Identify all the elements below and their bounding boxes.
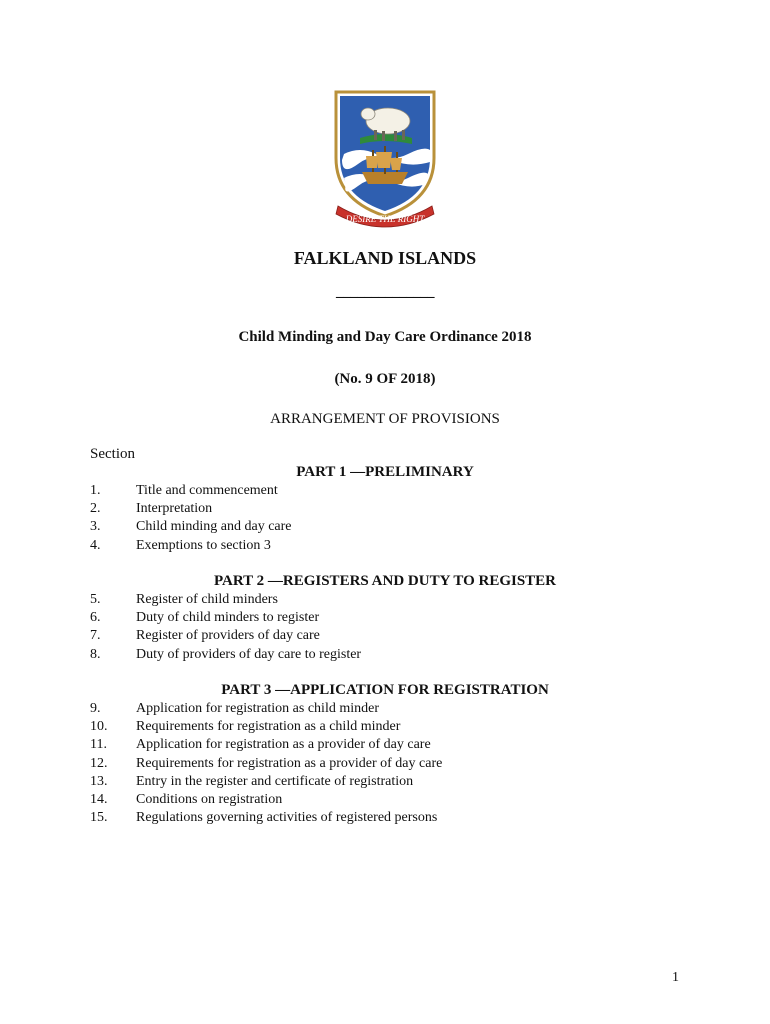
provision-number: 8. xyxy=(90,646,101,662)
section-label: Section xyxy=(90,446,135,462)
provision-item xyxy=(0,628,770,646)
provision-number: 5. xyxy=(90,592,101,607)
provision-text: Application for registration as a provider of day care xyxy=(136,737,431,753)
provision-number: 7. xyxy=(90,628,101,644)
provision-number: 1. xyxy=(90,483,101,498)
arrangement-heading: ARRANGEMENT OF PROVISIONS xyxy=(270,411,500,427)
title-rule: ______________ xyxy=(336,284,434,300)
provision-text: Duty of providers of day care to register xyxy=(136,646,362,662)
provision-number: 11. xyxy=(90,737,107,753)
provision-item xyxy=(0,483,770,501)
provision-number: 12. xyxy=(90,755,108,771)
provision-text: Duty of child minders to register xyxy=(136,610,320,626)
provision-number: 2. xyxy=(90,501,101,517)
provision-item xyxy=(0,719,770,737)
provision-item xyxy=(0,810,770,828)
provision-number: 10. xyxy=(90,719,108,735)
page-number: 1 xyxy=(672,970,679,985)
provision-text: Interpretation xyxy=(136,501,213,517)
provision-item xyxy=(0,701,770,719)
provision-text: Entry in the register and certificate of registration xyxy=(136,773,414,789)
provision-list xyxy=(0,592,770,665)
provision-number: 6. xyxy=(90,610,101,626)
falkland-islands-coat-of-arms-icon xyxy=(330,88,440,234)
provision-number: 4. xyxy=(90,537,101,553)
provision-number: 15. xyxy=(90,810,108,826)
provision-text: Register of child minders xyxy=(136,592,278,607)
part-heading: PART 3 —APPLICATION FOR REGISTRATION xyxy=(221,682,549,698)
provision-number: 3. xyxy=(90,519,101,535)
provision-list xyxy=(0,701,770,828)
provision-number: 14. xyxy=(90,791,108,807)
provision-item xyxy=(0,501,770,519)
provision-text: Register of providers of day care xyxy=(136,628,320,644)
provision-item xyxy=(0,519,770,537)
provision-number: 13. xyxy=(90,773,108,789)
provision-text: Title and commencement xyxy=(136,483,278,498)
provision-item xyxy=(0,756,770,774)
provision-item xyxy=(0,592,770,610)
provision-number: 9. xyxy=(90,701,101,716)
provision-text: Conditions on registration xyxy=(136,791,283,807)
provision-text: Regulations governing activities of registered persons xyxy=(136,810,438,826)
provision-text: Requirements for registration as a child minder xyxy=(136,719,401,735)
crest-motto: DESIRE THE RIGHT xyxy=(345,214,425,224)
provision-text: Requirements for registration as a provider of day care xyxy=(136,755,443,771)
part-heading: PART 2 —REGISTERS AND DUTY TO REGISTER xyxy=(213,573,557,589)
provision-item xyxy=(0,647,770,665)
provision-item xyxy=(0,538,770,556)
provision-item xyxy=(0,737,770,755)
part-heading: PART 1 —PRELIMINARY xyxy=(296,464,474,480)
provision-list xyxy=(0,483,770,556)
ordinance-title: Child Minding and Day Care Ordinance 2018 xyxy=(238,329,532,345)
provision-text: Application for registration as child minder xyxy=(136,701,379,716)
provision-item xyxy=(0,610,770,628)
provision-text: Exemptions to section 3 xyxy=(136,537,271,553)
provision-item xyxy=(0,792,770,810)
document-title: FALKLAND ISLANDS xyxy=(293,248,477,268)
ordinance-number: (No. 9 OF 2018) xyxy=(334,371,436,387)
provision-item xyxy=(0,774,770,792)
provision-text: Child minding and day care xyxy=(136,519,292,535)
